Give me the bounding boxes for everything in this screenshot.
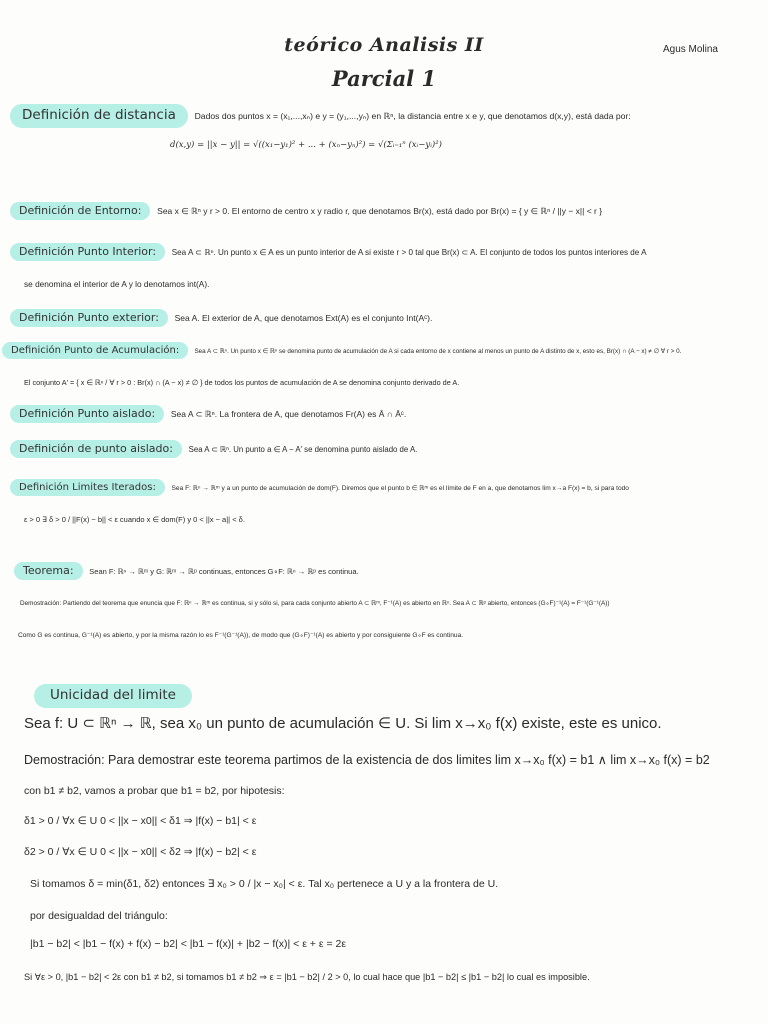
section-text: Dados dos puntos x = (x₁,...,xₙ) e y = (y₁,...,yₙ) en ℝⁿ, la distancia entre x e y, que denotamos d(x,y), está dada por: <box>194 111 631 121</box>
section-text: Sea A ⊂ ℝⁿ. Un punto a ∈ A − A' se denomina punto aislado de A. <box>188 445 418 454</box>
page-title: teórico Analisis II <box>284 34 484 56</box>
highlight-label: Definición de punto aislado: <box>10 440 182 458</box>
section-limites <box>10 479 760 496</box>
section-entorno <box>10 202 760 220</box>
section-text-line2: ε > 0 ∃ δ > 0 / ||F(x) − b|| < ε cuando x ∈ dom(F) y 0 < ||x − a|| < δ. <box>24 515 245 524</box>
highlight-label: Definición Limites Iterados: <box>10 479 165 496</box>
section-text: Sea A ⊂ ℝⁿ. Un punto x ∈ A es un punto interior de A si existe r > 0 tal que Br(x) ⊂ A. El conjunto de todos los puntos interiores de A <box>171 248 647 257</box>
highlight-label: Definición de Entorno: <box>10 202 150 220</box>
highlight-label: Definición Punto de Acumulación: <box>2 342 188 359</box>
uniqueness-proof-intro: Demostración: Para demostrar este teorema partimos de la existencia de dos limites lim x→x₀ f(x) = b1 ∧ lim x→x₀ f(x) = b2 <box>24 753 710 767</box>
section-aislado-2 <box>10 440 760 458</box>
section-acumulacion <box>2 342 760 359</box>
proof-line: con b1 ≠ b2, vamos a probar que b1 = b2, por hipotesis: <box>24 785 285 797</box>
section-unicidad <box>34 684 760 708</box>
proof-line: Si ∀ε > 0, |b1 − b2| < 2ε con b1 ≠ b2, si tomamos b1 ≠ b2 ⇒ ε = |b1 − b2| / 2 > 0, lo cual hace que |b1 − b2| ≤ |b1 − b2| lo cual es imposible. <box>24 972 590 982</box>
distance-formula: d(x,y) = ||x − y|| = √((x₁−y₁)² + ... + (xₙ−yₙ)²) = √(Σᵢ₌₁ⁿ (xᵢ−yᵢ)²) <box>170 140 442 150</box>
proof-line: δ1 > 0 / ∀x ∈ U 0 < ||x − x0|| < δ1 ⇒ |f(x) − b1| < ε <box>24 815 257 827</box>
section-text: Sea A ⊂ ℝⁿ. La frontera de A, que denotamos Fr(A) es Ā ∩ Āᶜ. <box>170 409 407 419</box>
highlight-label: Definición Punto exterior: <box>10 309 168 327</box>
proof-line: |b1 − b2| < |b1 − f(x) + f(x) − b2| < |b1 − f(x)| + |b2 − f(x)| < ε + ε = 2ε <box>30 938 347 950</box>
highlight-label: Definición Punto aislado: <box>10 405 164 423</box>
theorem-proof-line2: Como G es continua, G⁻¹(A) es abierto, y por la misma razón lo es F⁻¹(G⁻¹(A)), de modo que (G∘F)⁻¹(A) es abierto y por consiguiente G∘F es continua. <box>18 632 464 639</box>
highlight-label: Unicidad del limite <box>34 684 192 708</box>
section-exterior <box>10 309 760 327</box>
theorem-proof-line1: Demostración: Partiendo del teorema que enuncia que F: ℝⁿ → ℝᵐ es continua, si y sólo si, para cada conjunto abierto A ⊂ ℝᵐ, F⁻¹(A) es abierto en ℝⁿ. Sea A ⊂ ℝᵖ abierto, entonces (G∘F)⁻¹(A) = F⁻¹(G⁻¹(A)) <box>20 600 610 607</box>
section-text-line2: El conjunto A' = { x ∈ ℝⁿ / ∀ r > 0 : Br(x) ∩ (A − x) ≠ ∅ } de todos los puntos de acumulación de A se denomina conjunto derivado de A. <box>24 378 460 387</box>
section-text-line2: se denomina el interior de A y lo denotamos int(A). <box>24 279 210 289</box>
author-name: Agus Molina <box>662 44 718 55</box>
proof-line: por desigualdad del triángulo: <box>30 910 168 922</box>
section-teorema <box>14 562 760 580</box>
section-text: Sea x ∈ ℝⁿ y r > 0. El entorno de centro x y radio r, que denotamos Br(x), está dado por Br(x) = { y ∈ ℝⁿ / ||y − x|| < r } <box>157 206 603 216</box>
section-interior <box>10 243 760 261</box>
section-text: Sea F: ℝⁿ → ℝᵐ y a un punto de acumulación de dom(F). Diremos que el punto b ∈ ℝᵐ es el límite de F en a, que denotamos lim x→a F(x) = b, si para todo <box>171 485 629 492</box>
highlight-label: Definición Punto Interior: <box>10 243 165 261</box>
highlight-label: Teorema: <box>14 562 83 580</box>
page-subtitle: Parcial 1 <box>331 66 437 91</box>
section-text: Sean F: ℝⁿ → ℝᵐ y G: ℝᵐ → ℝᵖ continuas, entonces G∘F: ℝⁿ → ℝᵖ es continua. <box>89 567 359 576</box>
section-text: Sea A. El exterior de A, que denotamos Ext(A) es el conjunto Int(Aᶜ). <box>174 313 433 323</box>
section-text: Sea A ⊂ ℝⁿ. Un punto x ∈ ℝⁿ se denomina punto de acumulación de A si cada entorno de x contiene al menos un punto de A distinto de x, esto es, Br(x) ∩ (A − x) ≠ ∅ ∀ r > 0. <box>194 348 682 355</box>
highlight-label: Definición de distancia <box>10 104 188 128</box>
section-distancia <box>10 104 760 128</box>
proof-line: Si tomamos δ = min(δ1, δ2) entonces ∃ x₀ > 0 / |x − x₀| < ε. Tal x₀ pertenece a U y a la frontera de U. <box>30 878 499 890</box>
uniqueness-statement: Sea f: U ⊂ ℝⁿ → ℝ, sea x₀ un punto de acumulación ∈ U. Si lim x→x₀ f(x) existe, este es unico. <box>24 715 662 732</box>
proof-line: δ2 > 0 / ∀x ∈ U 0 < ||x − x0|| < δ2 ⇒ |f(x) − b2| < ε <box>24 846 257 858</box>
section-aislado <box>10 405 760 423</box>
